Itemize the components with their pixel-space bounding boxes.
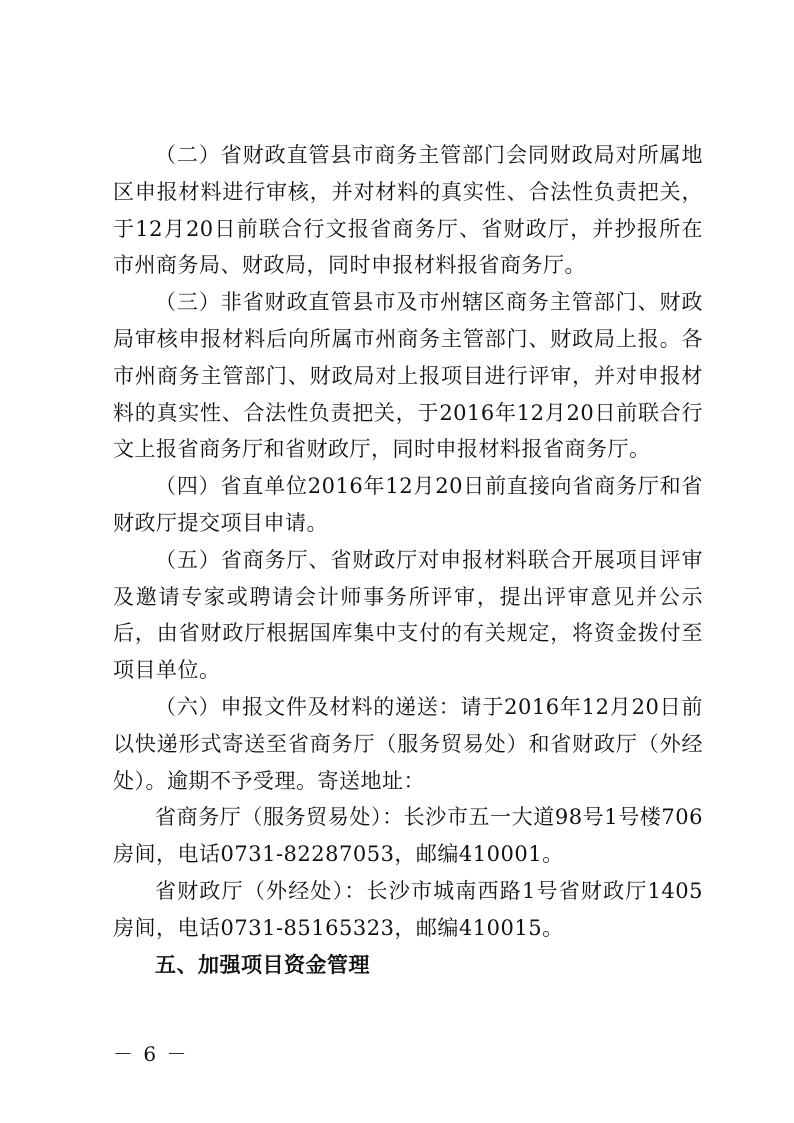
address-commerce: 省商务厅（服务贸易处）：长沙市五一大道98号1号楼706房间，电话0731-82287053，邮编410001。: [113, 805, 703, 867]
paragraph-4: （四）省直单位2016年12月20日前直接向省商务厅和省财政厅提交项目申请。: [113, 474, 703, 535]
page-number: － 6 －: [113, 1042, 189, 1066]
document-body: [113, 137, 703, 983]
section-heading: 五、加强项目资金管理: [155, 952, 370, 977]
address-finance: 省财政厅（外经处）：长沙市城南西路1号省财政厅1405房间，电话0731-85165323，邮编410015。: [113, 878, 703, 940]
paragraph-2: （二）省财政直管县市商务主管部门会同财政局对所属地区申报材料进行审核，并对材料的真实性、合法性负责把关，于12月20日前联合行文报省商务厅、省财政厅，并抄报所在市州商务局、财政局，同时申报材料报省商务厅。: [113, 143, 703, 278]
paragraph-6: （六）申报文件及材料的递送：请于2016年12月20日前以快递形式寄送至省商务厅（服务贸易处）和省财政厅（外经处）。逾期不予受理。寄送地址：: [113, 694, 703, 793]
paragraph-5: （五）省商务厅、省财政厅对申报材料联合开展项目评审及邀请专家或聘请会计师事务所评审，提出评审意见并公示后，由省财政厅根据国库集中支付的有关规定，将资金拨付至项目单位。: [113, 547, 703, 683]
paragraph-3: （三）非省财政直管县市及市州辖区商务主管部门、财政局审核申报材料后向所属市州商务主管部门、财政局上报。各市州商务主管部门、财政局对上报项目进行评审，并对申报材料的真实性、合法性负责把关，于2016年12月20日前联合行文上报省商务厅和省财政厅，同时申报材料报省商务厅。: [113, 290, 703, 462]
